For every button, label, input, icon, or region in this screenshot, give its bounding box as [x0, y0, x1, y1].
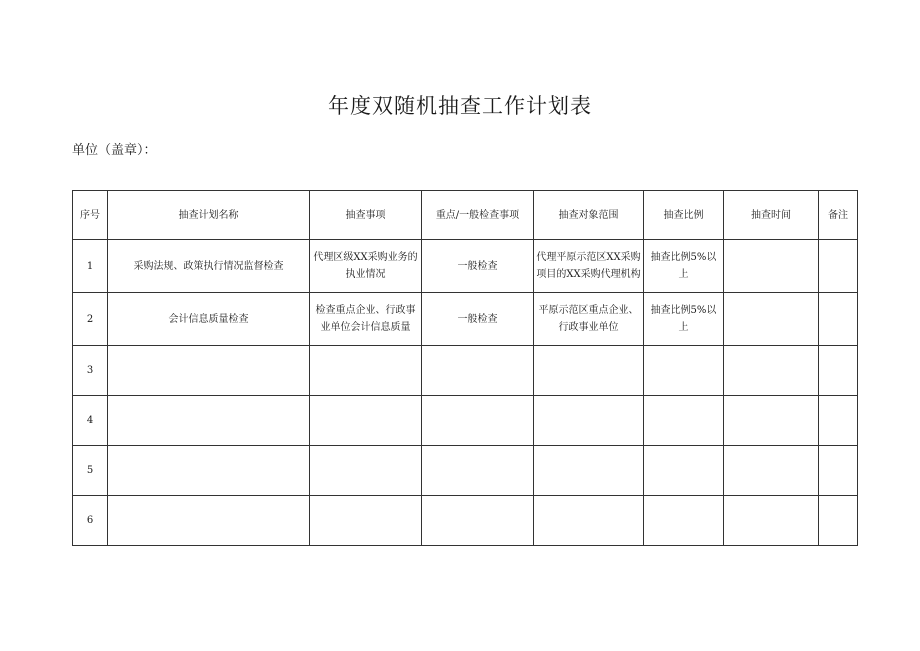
- header-remark: 备注: [819, 191, 858, 240]
- cell-item: [310, 346, 422, 396]
- cell-scope: 平原示范区重点企业、行政事业单位: [534, 293, 644, 346]
- table-row: [73, 396, 858, 446]
- cell-time: [724, 446, 819, 496]
- cell-plan-name: [108, 446, 310, 496]
- header-item: 抽查事项: [310, 191, 422, 240]
- cell-scope: [534, 346, 644, 396]
- cell-time: [724, 496, 819, 546]
- cell-time: [724, 240, 819, 293]
- cell-plan-name: 会计信息质量检查: [108, 293, 310, 346]
- cell-item: 代理区级XX采购业务的执业情况: [310, 240, 422, 293]
- cell-ratio: [644, 346, 724, 396]
- table-row: [73, 346, 858, 396]
- cell-scope: [534, 446, 644, 496]
- cell-type: [422, 446, 534, 496]
- cell-remark: [819, 346, 858, 396]
- cell-ratio: [644, 446, 724, 496]
- cell-ratio: 抽查比例5%以上: [644, 293, 724, 346]
- cell-seq: 5: [73, 446, 108, 496]
- cell-type: 一般检查: [422, 293, 534, 346]
- cell-item: 检查重点企业、行政事业单位会计信息质量: [310, 293, 422, 346]
- cell-plan-name: 采购法规、政策执行情况监督检查: [108, 240, 310, 293]
- table-row: [73, 496, 858, 546]
- header-scope: 抽查对象范围: [534, 191, 644, 240]
- cell-type: [422, 396, 534, 446]
- inspection-plan-table: [72, 190, 858, 546]
- cell-time: [724, 293, 819, 346]
- cell-seq: 2: [73, 293, 108, 346]
- cell-type: [422, 346, 534, 396]
- cell-scope: [534, 496, 644, 546]
- cell-scope: 代理平原示范区XX采购项目的XX采购代理机构: [534, 240, 644, 293]
- header-type: 重点/一般检查事项: [422, 191, 534, 240]
- cell-seq: 3: [73, 346, 108, 396]
- table-row: [73, 446, 858, 496]
- header-plan-name: 抽查计划名称: [108, 191, 310, 240]
- cell-seq: 1: [73, 240, 108, 293]
- cell-seq: 6: [73, 496, 108, 546]
- cell-ratio: 抽查比例5%以上: [644, 240, 724, 293]
- cell-ratio: [644, 496, 724, 546]
- cell-item: [310, 496, 422, 546]
- header-seq: 序号: [73, 191, 108, 240]
- table-header-row: [73, 191, 858, 240]
- cell-item: [310, 396, 422, 446]
- cell-plan-name: [108, 346, 310, 396]
- cell-type: [422, 496, 534, 546]
- cell-remark: [819, 396, 858, 446]
- cell-scope: [534, 396, 644, 446]
- header-time: 抽查时间: [724, 191, 819, 240]
- cell-remark: [819, 293, 858, 346]
- table-row: [73, 240, 858, 293]
- cell-time: [724, 396, 819, 446]
- cell-item: [310, 446, 422, 496]
- cell-remark: [819, 496, 858, 546]
- cell-seq: 4: [73, 396, 108, 446]
- cell-plan-name: [108, 396, 310, 446]
- table-row: [73, 293, 858, 346]
- cell-remark: [819, 446, 858, 496]
- cell-type: 一般检查: [422, 240, 534, 293]
- header-ratio: 抽查比例: [644, 191, 724, 240]
- unit-seal-label: 单位（盖章）：: [72, 143, 157, 158]
- cell-remark: [819, 240, 858, 293]
- cell-time: [724, 346, 819, 396]
- page-title: 年度双随机抽查工作计划表: [328, 94, 592, 118]
- cell-plan-name: [108, 496, 310, 546]
- cell-ratio: [644, 396, 724, 446]
